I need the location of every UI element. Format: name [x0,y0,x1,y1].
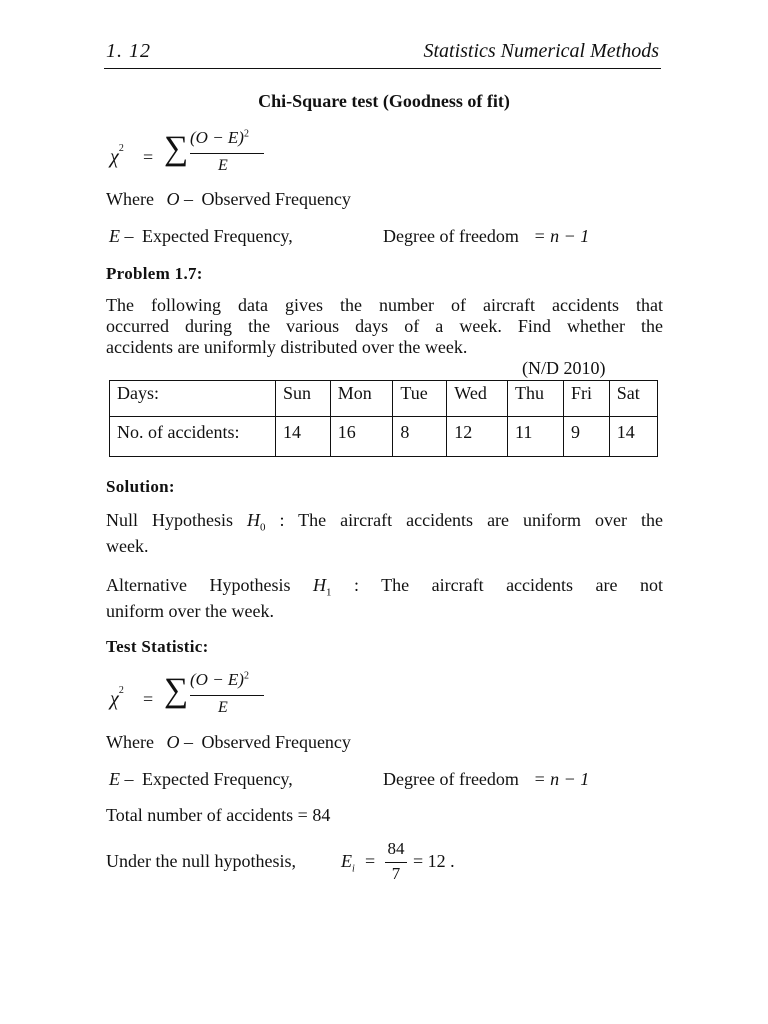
ei-symbol: $E_i$ [341,851,355,875]
fraction-denominator: 7 [391,864,401,883]
header-rule [104,68,661,69]
problem-line: accidents are uniformly distributed over the week. [106,337,468,357]
formula-numerator: $(O - E)^2$ [190,128,249,147]
fraction-bar [190,695,264,696]
table-cell: 12 [447,417,508,457]
table-cell: Thu [507,381,563,417]
formula-equals: = [143,689,154,709]
table-cell: Tue [393,381,447,417]
under-null-label: Under the null hypothesis, [106,851,296,871]
table-cell: Sun [276,381,331,417]
table-row [110,417,658,457]
accidents-table [109,380,658,457]
o-symbol: O – [166,189,193,209]
book-title: Statistics Numerical Methods [423,40,659,62]
test-statistic-heading: Test Statistic: [106,637,209,656]
h1-symbol: $H_1$ [312,575,332,599]
e-symbol: E – [109,226,134,246]
dof-value: = n − 1 [533,226,590,246]
null-hypothesis-line: week. [106,536,149,556]
table-cell: 11 [507,417,563,457]
where-label: Where [106,189,154,209]
alt-hypothesis-line: uniform over the week. [106,601,274,621]
total-accidents: Total number of accidents = 84 [106,805,331,825]
solution-heading: Solution: [106,477,175,496]
fraction-numerator: 84 [387,839,405,858]
formula-denominator: E [218,699,228,716]
chi-symbol: $\chi^2$ [110,143,124,168]
table-cell: 14 [609,417,657,457]
alt-text: : The aircraft accidents are not [353,575,663,595]
dof-value: = n − 1 [533,769,590,789]
table-cell: No. of accidents: [110,417,276,457]
fraction-bar [190,153,264,154]
table-cell: Mon [330,381,393,417]
page-number: 1. 12 [106,40,151,62]
where-label: Where [106,732,154,752]
table-cell: 9 [564,417,610,457]
chi-square-formula [106,126,296,188]
running-header [106,38,661,66]
table-cell: 8 [393,417,447,457]
dof-label: Degree of freedom [383,769,519,789]
expected-line [109,226,293,247]
null-hypothesis [106,510,663,557]
observed-frequency: Observed Frequency [201,189,351,209]
table-cell: Fri [564,381,610,417]
table-cell: Days: [110,381,276,417]
alt-label: Alternative Hypothesis [106,575,291,595]
problem-line: occurred during the various days of a week. Find whether the [106,316,663,336]
alternative-hypothesis [106,575,663,622]
formula-equals: = [143,147,154,167]
dof-label: Degree of freedom [383,226,519,246]
table-cell: Sat [609,381,657,417]
expected-line [109,769,293,790]
expected-frequency: Expected Frequency, [142,226,293,246]
alt-hypothesis-line [106,575,663,599]
e-symbol: E – [109,769,134,789]
table-cell: 16 [330,417,393,457]
h0-symbol: $H_0$ [247,510,266,534]
degree-of-freedom [383,226,589,247]
ei-equals: = [365,851,376,871]
expected-frequency: Expected Frequency, [142,769,293,789]
formula-denominator: E [218,157,228,174]
table-cell: Wed [447,381,508,417]
null-hypothesis-line [106,510,663,534]
sigma-symbol: ∑ [164,672,189,709]
fraction-bar [385,862,407,863]
table-cell: 14 [276,417,331,457]
degree-of-freedom [383,769,589,790]
sigma-symbol: ∑ [164,130,189,167]
where-observed-line [106,732,351,753]
section-title: Chi-Square test (Goodness of fit) [258,91,510,111]
chi-symbol: $\chi^2$ [110,685,124,710]
formula-numerator: $(O - E)^2$ [190,670,249,689]
where-observed-line [106,189,351,210]
chi-square-formula [106,668,296,730]
problem-reference: (N/D 2010) [522,358,606,378]
observed-frequency: Observed Frequency [201,732,351,752]
problem-line: The following data gives the number of aircraft accidents that [106,295,663,315]
o-symbol: O – [166,732,193,752]
problem-heading: Problem 1.7: [106,264,203,283]
problem-statement [106,295,663,358]
ei-result: = 12 . [413,851,455,871]
table-row [110,381,658,417]
null-label: Null Hypothesis [106,510,233,530]
null-text: : The aircraft accidents are uniform over the [279,510,663,530]
